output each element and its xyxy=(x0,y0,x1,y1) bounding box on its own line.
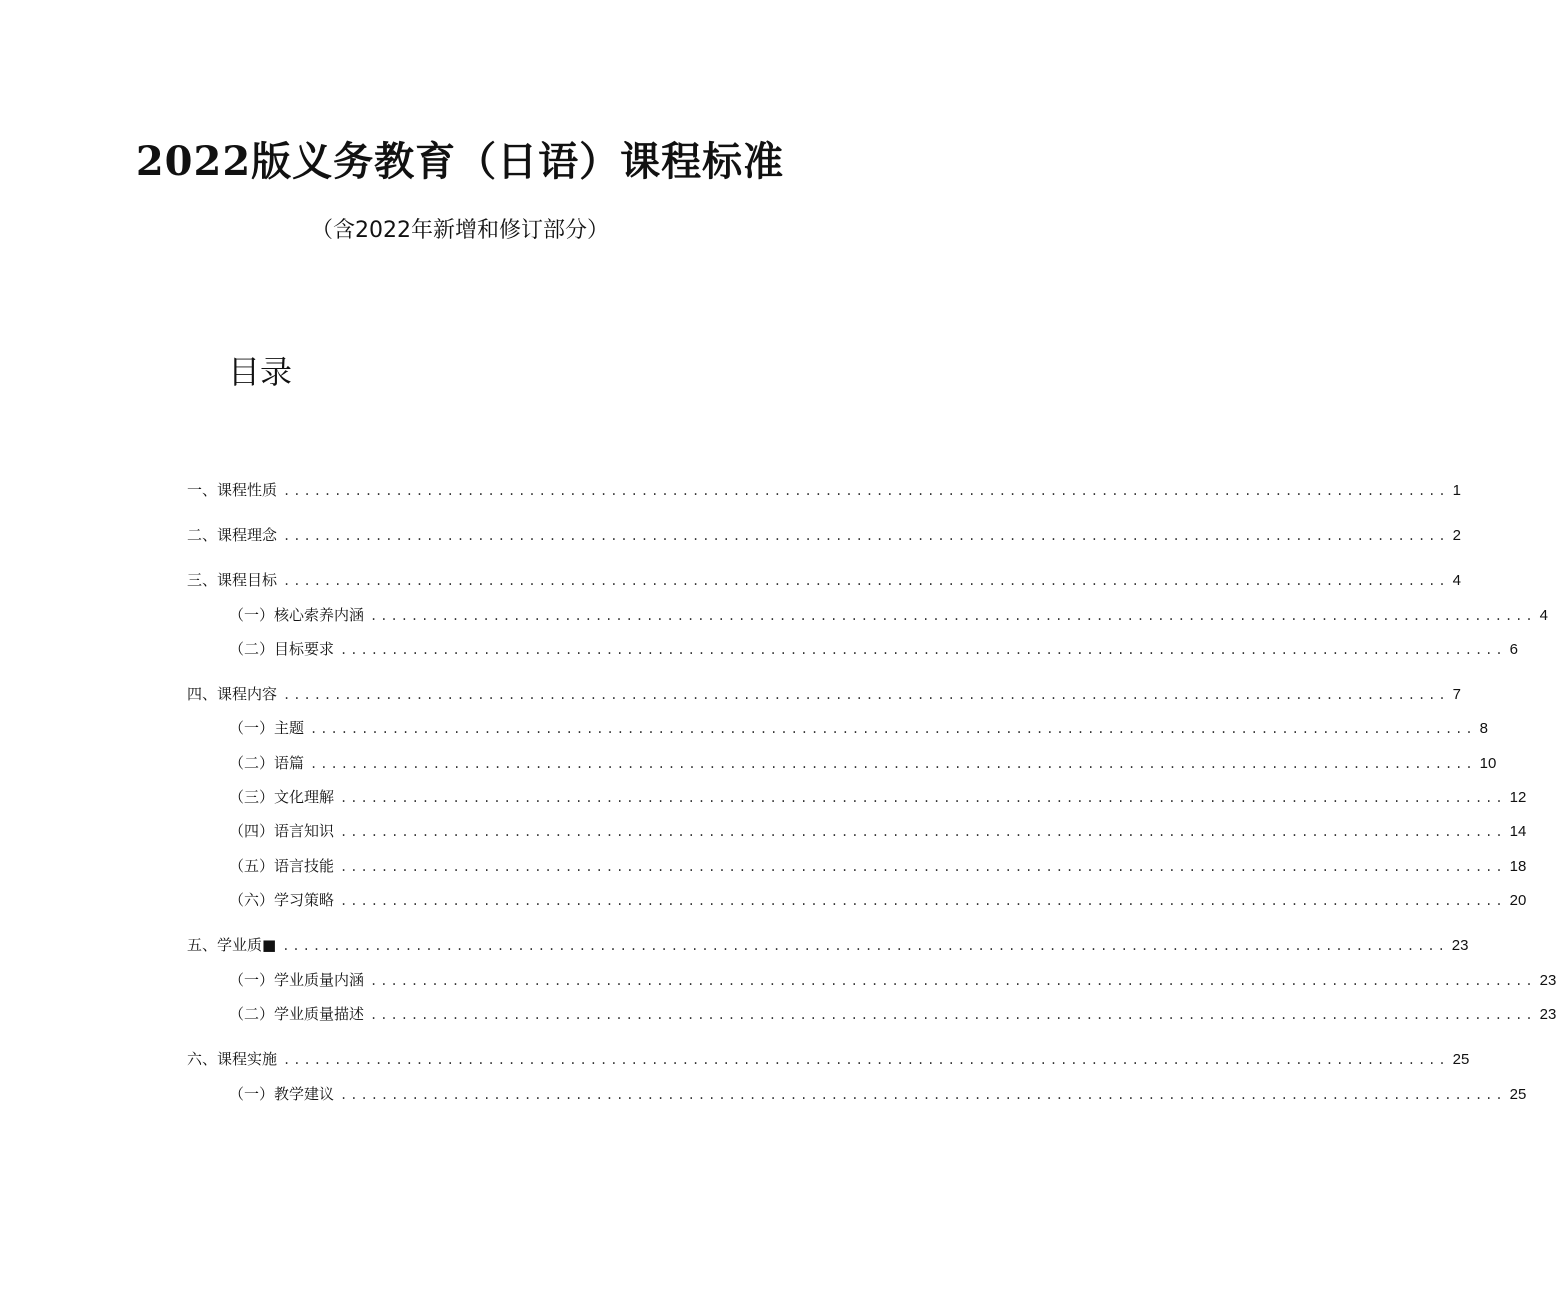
toc-entry-label: （二）学业质量描述 xyxy=(229,1005,365,1023)
toc-entry-label: （三）文化理解 xyxy=(229,788,335,806)
toc-entry-learning-strategies[interactable] xyxy=(229,888,1527,912)
toc-entry-core-literacy[interactable] xyxy=(229,603,1548,627)
toc-entry-label: （四）语言知识 xyxy=(229,822,335,840)
toc-entry-label: （六）学习策略 xyxy=(229,891,335,909)
toc-entry-cultural-understanding[interactable] xyxy=(229,785,1527,809)
toc-entry-course-nature[interactable] xyxy=(187,478,1461,502)
toc-entry-page: 20 xyxy=(1509,892,1527,909)
toc-dot-leader: .................................................................................................................. xyxy=(340,860,1506,874)
toc-dot-leader: .................................................................................................................. xyxy=(283,688,1449,702)
toc-entry-page: 4 xyxy=(1452,572,1461,589)
toc-entry-label: （二）语篇 xyxy=(229,754,305,772)
toc-entry-label: （一）核心索养内涵 xyxy=(229,606,365,624)
toc-entry-course-goals[interactable] xyxy=(187,568,1461,592)
toc-entry-page: 14 xyxy=(1509,823,1527,840)
toc-entry-course-philosophy[interactable] xyxy=(187,523,1461,547)
toc-entry-page: 2 xyxy=(1452,527,1461,544)
toc-entry-course-content[interactable] xyxy=(187,682,1461,706)
toc-dot-leader: .................................................................................................................. xyxy=(340,643,1506,657)
toc-entry-page: 12 xyxy=(1509,789,1527,806)
toc-dot-leader: .................................................................................................................. xyxy=(283,529,1449,543)
toc-entry-label: （二）目标要求 xyxy=(229,640,335,658)
toc-entry-page: 18 xyxy=(1509,858,1527,875)
toc-entry-label: 一、课程性质 xyxy=(187,481,278,499)
toc-entry-page: 7 xyxy=(1452,686,1461,703)
toc-dot-leader: .................................................................................................................. xyxy=(340,791,1506,805)
toc-entry-label: （一）教学建议 xyxy=(229,1085,335,1103)
toc-entry-label: （一）学业质量内涵 xyxy=(229,971,365,989)
toc-entry-discourse[interactable] xyxy=(229,751,1497,775)
toc-dot-leader: .................................................................................................................. xyxy=(283,574,1449,588)
toc-dot-leader: .................................................................................................................. xyxy=(340,1088,1506,1102)
toc-entry-quality-description[interactable] xyxy=(229,1002,1556,1026)
toc-dot-leader: .................................................................................................................. xyxy=(370,1008,1536,1022)
toc-dot-leader: .................................................................................................................. xyxy=(283,484,1449,498)
toc-entry-page: 25 xyxy=(1509,1086,1527,1103)
toc-entry-page: 23 xyxy=(1539,1006,1556,1023)
toc-entry-label: 五、学业质■ xyxy=(187,936,277,954)
document-title: 2022版义务教育（日语）课程标准 xyxy=(135,138,785,185)
toc-entry-label: 六、课程实施 xyxy=(187,1050,278,1068)
toc-entry-language-skills[interactable] xyxy=(229,854,1527,878)
toc-entry-label: 三、课程目标 xyxy=(187,571,278,589)
toc-entry-goal-requirements[interactable] xyxy=(229,637,1518,661)
toc-dot-leader: .................................................................................................................. xyxy=(310,757,1476,771)
toc-entry-teaching-suggestions[interactable] xyxy=(229,1082,1527,1106)
toc-entry-course-implementation[interactable] xyxy=(187,1047,1470,1071)
toc-heading: 目录 xyxy=(228,353,293,391)
toc-entry-page: 10 xyxy=(1479,755,1497,772)
document-subtitle: （含2022年新增和修订部分） xyxy=(311,218,609,243)
toc-entry-page: 23 xyxy=(1539,972,1556,989)
toc-entry-label: 四、课程内容 xyxy=(187,685,278,703)
toc-dot-leader: .................................................................................................................. xyxy=(283,1053,1449,1067)
toc-entry-label: （五）语言技能 xyxy=(229,857,335,875)
toc-entry-language-knowledge[interactable] xyxy=(229,819,1527,843)
toc-dot-leader: .................................................................................................................. xyxy=(370,609,1536,623)
toc-entry-page: 8 xyxy=(1479,720,1488,737)
toc-dot-leader: .................................................................................................................. xyxy=(340,825,1506,839)
toc-entry-page: 25 xyxy=(1452,1051,1470,1068)
toc-dot-leader: .................................................................................................................. xyxy=(310,722,1476,736)
toc-entry-academic-quality[interactable] xyxy=(187,933,1469,957)
toc-entry-page: 1 xyxy=(1452,482,1461,499)
toc-entry-page: 4 xyxy=(1539,607,1548,624)
toc-entry-label: 二、课程理念 xyxy=(187,526,278,544)
toc-entry-page: 23 xyxy=(1451,937,1469,954)
toc-dot-leader: .................................................................................................................. xyxy=(282,939,1448,953)
toc-dot-leader: .................................................................................................................. xyxy=(370,974,1536,988)
toc-entry-page: 6 xyxy=(1509,641,1518,658)
toc-entry-quality-connotation[interactable] xyxy=(229,968,1556,992)
toc-dot-leader: .................................................................................................................. xyxy=(340,894,1506,908)
toc-entry-label: （一）主题 xyxy=(229,719,305,737)
toc-entry-theme[interactable] xyxy=(229,716,1488,740)
